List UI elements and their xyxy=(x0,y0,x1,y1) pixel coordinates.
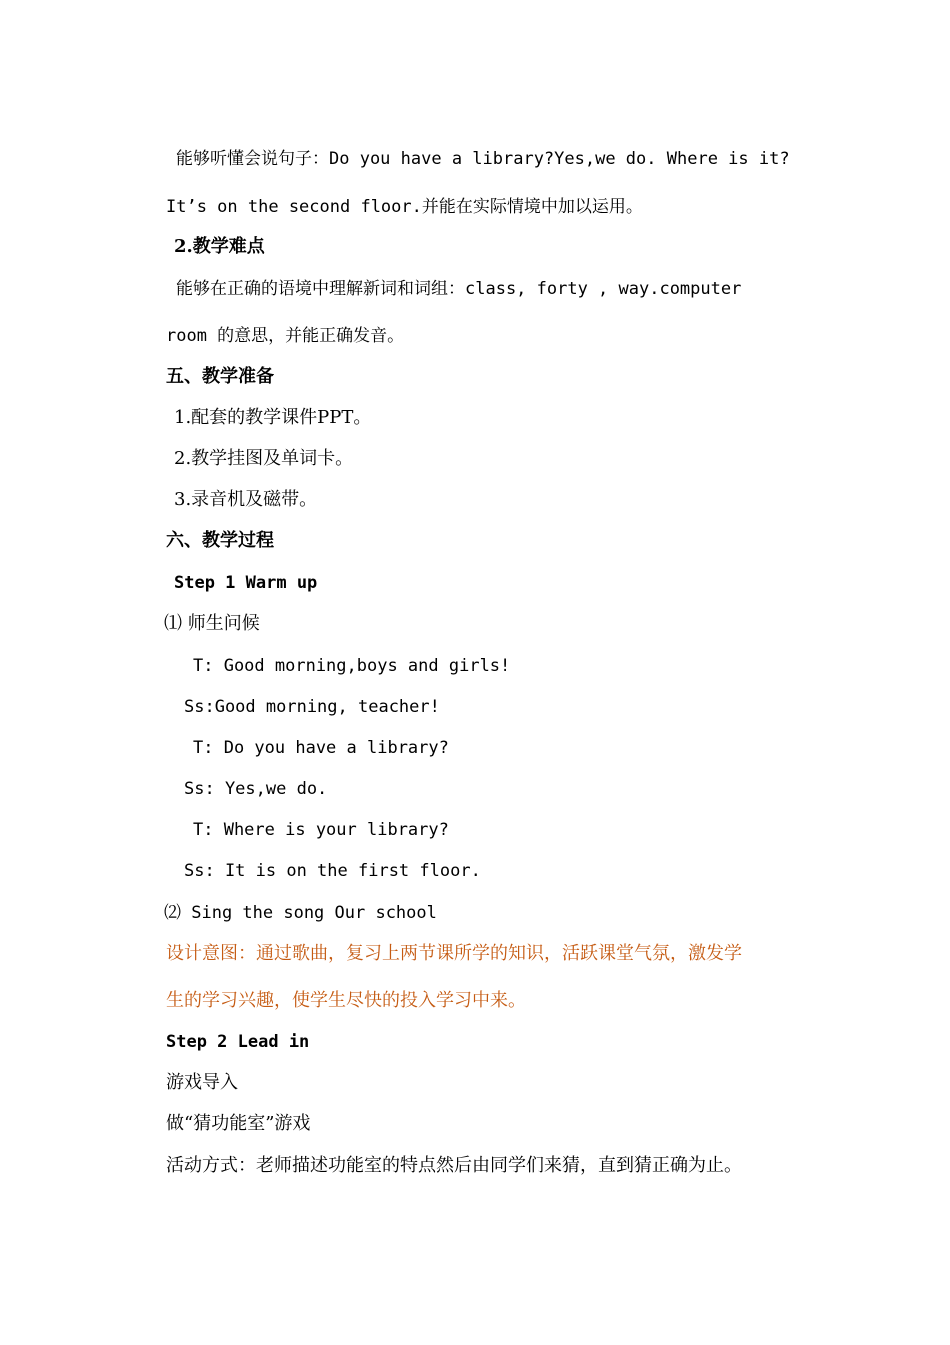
design-note-line-1: 设计意图：通过歌曲，复习上两节课所学的知识，活跃课堂气氛，激发学 xyxy=(166,943,742,964)
difficulty-line-1: 能够在正确的语境中理解新词和词组：class, forty , way.computer xyxy=(176,279,742,299)
step-2-line-2: 做“猜功能室”游戏 xyxy=(166,1113,311,1134)
design-note-line-2: 生的学习兴趣，使学生尽快的投入学习中来。 xyxy=(166,990,526,1011)
prep-item-1: 1.配套的教学课件PPT。 xyxy=(174,407,372,428)
difficulty-line-2: room 的意思，并能正确发音。 xyxy=(166,326,405,346)
dialogue-line-6: Ss: It is on the first floor. xyxy=(184,861,481,881)
section-5-heading: 五、教学准备 xyxy=(166,366,274,387)
step-1-sub-2: ⑵ Sing the song Our school xyxy=(164,903,437,923)
step-2-line-1: 游戏导入 xyxy=(166,1072,238,1093)
difficulty-heading: 2.教学难点 xyxy=(174,236,265,257)
dialogue-line-1: T: Good morning,boys and girls! xyxy=(193,656,511,676)
section-6-heading: 六、教学过程 xyxy=(166,530,274,551)
dialogue-line-4: Ss: Yes,we do. xyxy=(184,779,328,799)
prep-item-3: 3.录音机及磁带。 xyxy=(174,489,318,510)
key-point-line-2: It’s on the second floor.并能在实际情境中加以运用。 xyxy=(166,197,643,217)
step-2-heading: Step 2 Lead in xyxy=(166,1032,310,1052)
key-point-line-1: 能够听懂会说句子：Do you have a library?Yes,we do. Where is it? xyxy=(176,149,790,169)
dialogue-line-2: Ss:Good morning, teacher! xyxy=(184,697,440,717)
prep-item-2: 2.教学挂图及单词卡。 xyxy=(174,448,354,469)
dialogue-line-5: T: Where is your library? xyxy=(193,820,449,840)
step-1-sub-1: ⑴ 师生问候 xyxy=(164,613,260,634)
dialogue-line-3: T: Do you have a library? xyxy=(193,738,449,758)
step-1-heading: Step 1 Warm up xyxy=(174,573,318,593)
step-2-line-3: 活动方式：老师描述功能室的特点然后由同学们来猜，直到猜正确为止。 xyxy=(166,1155,742,1176)
